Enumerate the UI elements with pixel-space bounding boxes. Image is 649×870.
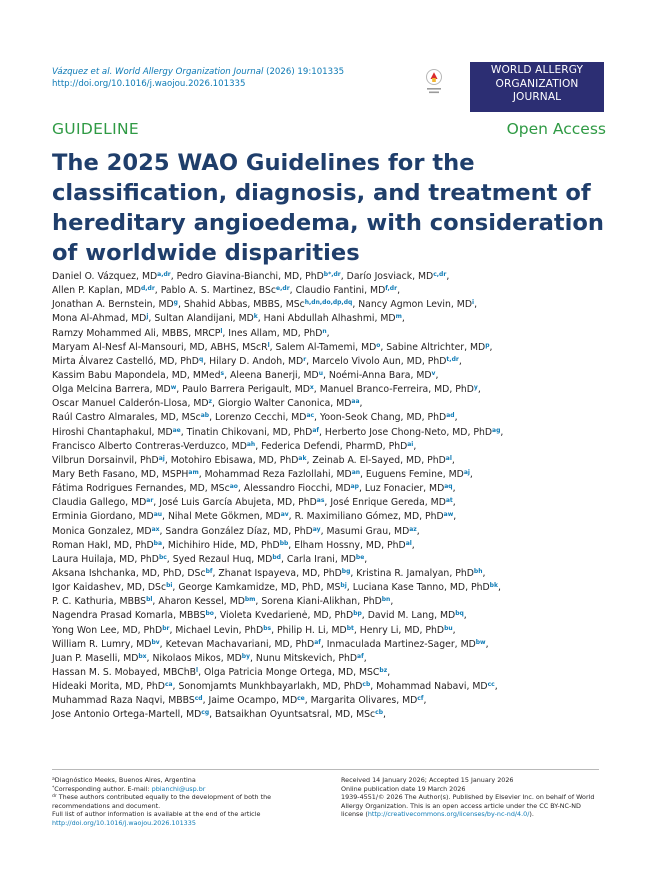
affiliation-marker[interactable]: bp bbox=[353, 610, 362, 618]
author-name: , Jaime Ocampo, MD bbox=[202, 695, 298, 707]
author-name: Jonathan A. Bernstein, MD bbox=[52, 299, 174, 311]
author-name: , Zeinab A. El-Sayed, MD, PhD bbox=[306, 454, 446, 466]
author-name: , Michihiro Hide, MD, PhD bbox=[162, 539, 280, 551]
author-name: , bbox=[401, 313, 405, 325]
author-name: , José Luis García Abujeta, MD, PhD bbox=[153, 497, 317, 509]
author-name: Igor Kaidashev, MD, DSc bbox=[52, 582, 167, 594]
author-name: Oscar Manuel Calderón-Llosa, MD bbox=[52, 398, 209, 410]
affiliation-marker[interactable]: ae bbox=[172, 426, 181, 434]
affiliation-marker[interactable]: f,dr bbox=[385, 285, 398, 293]
author-name: , Olga Patricia Monge Ortega, MD, MSC bbox=[198, 666, 380, 678]
author-name: Hideaki Morita, MD, PhD bbox=[52, 681, 165, 693]
affiliation-marker[interactable]: g bbox=[173, 299, 178, 307]
author-name: , Giorgio Walter Canonica, MD bbox=[212, 398, 352, 410]
affiliation-marker[interactable]: ca bbox=[164, 681, 173, 689]
author-name: , Nihal Mete Gökmen, MD bbox=[162, 511, 281, 523]
citation-doi-link[interactable]: http://doi.org/10.1016/j.waojou.2026.101335 bbox=[52, 79, 246, 89]
received-accepted-dates: Received 14 January 2026; Accepted 15 January 2026 bbox=[341, 776, 514, 784]
author-name: , bbox=[383, 709, 386, 721]
affiliation-marker[interactable]: bq bbox=[455, 610, 464, 618]
affiliation-marker[interactable]: x bbox=[309, 384, 314, 392]
footnote-equal-text: These authors contributed equally to the development of both the recommendations and document. bbox=[52, 793, 272, 810]
author-name: , bbox=[497, 582, 501, 594]
author-name: , Inmaculada Martinez-Sager, MD bbox=[320, 638, 476, 650]
author-name: , José Enrique Gereda, MD bbox=[324, 497, 446, 509]
affiliation-marker[interactable]: v bbox=[431, 369, 436, 377]
author-name: Nagendra Prasad Komarla, MBBS bbox=[52, 610, 206, 622]
author-name: , bbox=[452, 624, 456, 636]
author-name: Mona Al-Ahmad, MD bbox=[52, 313, 147, 325]
affiliation-marker[interactable]: bl bbox=[146, 596, 153, 604]
article-type-label: GUIDELINE bbox=[52, 120, 139, 138]
author-name: , bbox=[477, 384, 481, 396]
affiliation-marker[interactable]: t,dr bbox=[446, 355, 459, 363]
author-line bbox=[52, 383, 612, 397]
author-name: Mary Beth Fasano, MD, MSPH bbox=[52, 468, 189, 480]
author-name: , Ketevan Machavariani, MD, PhD bbox=[159, 638, 315, 650]
affiliation-marker[interactable]: ad bbox=[446, 412, 455, 420]
affiliation-marker[interactable]: l bbox=[220, 327, 223, 335]
author-line bbox=[52, 482, 612, 496]
author-name: Juan P. Maselli, MD bbox=[52, 652, 139, 664]
affiliation-marker[interactable]: l bbox=[196, 666, 199, 674]
citation-journal: Vázquez et al. World Allergy Organization Journal bbox=[52, 67, 264, 77]
author-name: , Federica Defendi, PharmD, PhD bbox=[255, 440, 408, 452]
author-name: , Noémi-Anna Bara, MD bbox=[322, 369, 432, 381]
author-name: , Alessandro Fiocchi, MD bbox=[237, 483, 351, 495]
affiliation-marker[interactable]: b*,dr bbox=[323, 271, 341, 278]
author-name: , Batsaikhan Oyuntsatsral, MD, MSc bbox=[209, 709, 376, 721]
footnote-corresponding-marker: * bbox=[52, 785, 55, 791]
author-line bbox=[52, 468, 612, 482]
affiliation-marker[interactable]: af bbox=[312, 426, 320, 434]
affiliation-marker[interactable]: r bbox=[303, 355, 307, 363]
author-name: , Euguens Femine, MD bbox=[360, 468, 464, 480]
author-line bbox=[52, 298, 612, 312]
author-line bbox=[52, 440, 612, 454]
footnote-affiliation-text: Diagnóstico Meeks, Buenos Aires, Argentina bbox=[54, 776, 196, 784]
author-line bbox=[52, 397, 612, 411]
author-line bbox=[52, 284, 612, 298]
affiliation-marker[interactable]: bd bbox=[272, 553, 281, 561]
author-name: , Margarita Olivares, MD bbox=[304, 695, 418, 707]
journal-logo-box bbox=[470, 62, 604, 112]
author-name: , Michael Levin, PhD bbox=[169, 624, 264, 636]
affiliation-marker[interactable]: cg bbox=[201, 709, 210, 717]
author-line bbox=[52, 595, 612, 609]
affiliation-marker[interactable]: aj bbox=[158, 454, 165, 462]
author-name: , Sonomjamts Munkhbayarlakh, MD, PhD bbox=[172, 681, 363, 693]
author-line bbox=[52, 638, 612, 652]
author-name: , Yoon-Seok Chang, MD, PhD bbox=[314, 412, 447, 424]
footer-divider bbox=[52, 769, 599, 770]
affiliation-marker[interactable]: q bbox=[198, 355, 204, 363]
affiliation-marker[interactable]: ac bbox=[306, 412, 315, 420]
affiliation-marker[interactable]: n bbox=[322, 327, 327, 335]
author-line bbox=[52, 652, 612, 666]
author-name: Vilbrun Dorsainvil, PhD bbox=[52, 454, 159, 466]
author-name: , Henry Li, MD, PhD bbox=[353, 624, 445, 636]
author-name: , Lorenzo Cecchi, MD bbox=[209, 412, 307, 424]
author-name: , George Kamkamidze, MD, PhD, MS bbox=[172, 582, 341, 594]
affiliation-marker[interactable]: bo bbox=[205, 610, 214, 618]
footnote-equal-contribution bbox=[52, 793, 322, 810]
affiliation-marker[interactable]: bu bbox=[444, 624, 453, 632]
author-name: , Hilary D. Andoh, MD bbox=[203, 355, 304, 367]
footnote-corresponding-label: Corresponding author. E-mail: bbox=[54, 784, 152, 793]
author-name: Muhammad Raza Naqvi, MBBS bbox=[52, 695, 195, 707]
affiliation-marker[interactable]: be bbox=[355, 553, 365, 561]
author-name: , R. Maximiliano Gómez, MD, PhD bbox=[288, 511, 444, 523]
author-name: Claudia Gallego, MD bbox=[52, 497, 147, 509]
affiliation-marker[interactable]: ay bbox=[312, 525, 321, 533]
author-name: , Nikolaos Mikos, MD bbox=[146, 652, 242, 664]
copyright-text: 1939-4551/© 2026 The Author(s). Published by Elsevier Inc. on behalf of World Allergy Organization. This is an open access article under the CC BY-NC-ND license ( bbox=[341, 793, 595, 818]
author-name: , Shahid Abbas, MBBS, MSc bbox=[177, 299, 305, 311]
affiliation-marker[interactable]: ar bbox=[146, 497, 154, 505]
affiliation-marker[interactable]: p bbox=[485, 341, 490, 349]
author-name: , Kristina R. Jamalyan, PhD bbox=[350, 567, 474, 579]
author-name: , bbox=[454, 412, 458, 424]
author-name: , bbox=[326, 327, 330, 339]
affiliation-marker[interactable]: cf bbox=[417, 695, 424, 703]
author-name: , bbox=[423, 695, 427, 707]
author-name: , bbox=[390, 596, 394, 608]
affiliation-marker[interactable]: bt bbox=[346, 624, 354, 632]
author-line bbox=[52, 270, 612, 284]
author-name: , Sorena Kiani-Alikhan, PhD bbox=[255, 596, 382, 608]
author-name: , Tinatin Chikovani, MD, PhD bbox=[180, 426, 313, 438]
affiliation-marker[interactable]: bm bbox=[244, 596, 256, 604]
author-name: Fátima Rodrigues Fernandes, MD, MSc bbox=[52, 483, 230, 495]
article-title: The 2025 WAO Guidelines for the classification, diagnosis, and treatment of hereditary angioedema, with consideration of worldwide disparities bbox=[52, 150, 605, 266]
affiliation-marker[interactable]: y bbox=[473, 384, 478, 392]
author-line bbox=[52, 426, 612, 440]
affiliation-marker[interactable]: by bbox=[241, 652, 250, 660]
author-name: , Elham Hossny, MD, PhD bbox=[288, 539, 406, 551]
footnote-full-list: Full list of author information is available at the end of the article bbox=[52, 810, 261, 818]
author-name: , Herberto Jose Chong-Neto, MD, PhD bbox=[319, 426, 493, 438]
author-name: , Philip H. Li, MD bbox=[271, 624, 347, 636]
author-name: , Luciana Kase Tanno, MD, PhD bbox=[346, 582, 490, 594]
author-name: , bbox=[452, 483, 456, 495]
footnotes bbox=[52, 776, 322, 827]
check-updates-icon bbox=[425, 68, 443, 98]
author-name: Ramzy Mohammed Ali, MBBS, MRCP bbox=[52, 327, 221, 339]
affiliation-marker[interactable]: bk bbox=[489, 582, 498, 590]
affiliation-marker[interactable]: al bbox=[405, 539, 412, 547]
author-name: , Mohammad Nabavi, MD bbox=[370, 681, 488, 693]
affiliation-marker[interactable]: d,dr bbox=[140, 285, 155, 293]
affiliation-marker[interactable]: bv bbox=[151, 638, 160, 646]
copyright-license bbox=[341, 793, 603, 819]
author-name: , Nancy Agmon Levin, MD bbox=[352, 299, 472, 311]
check-for-updates-badge[interactable] bbox=[425, 68, 443, 98]
author-line bbox=[52, 567, 612, 581]
author-line bbox=[52, 327, 612, 341]
citation-year-volume: (2026) 19:101335 bbox=[266, 67, 345, 77]
affiliation-marker[interactable]: bj bbox=[340, 582, 347, 590]
author-line bbox=[52, 525, 612, 539]
affiliation-marker[interactable]: al bbox=[445, 454, 452, 462]
affiliation-marker[interactable]: af bbox=[314, 638, 321, 646]
affiliation-marker[interactable]: as bbox=[316, 497, 325, 505]
author-name: , bbox=[474, 299, 478, 311]
affiliation-marker[interactable]: ab bbox=[200, 412, 210, 420]
author-name: Daniel O. Vázquez, MD bbox=[52, 271, 158, 282]
author-name: , bbox=[485, 638, 489, 650]
author-name: , Manuel Branco-Ferreira, MD, PhD bbox=[313, 384, 474, 396]
author-name: , Hani Abdullah Alhashmi, MD bbox=[257, 313, 396, 325]
license-link[interactable]: http://creativecommons.org/licenses/by-nc-nd/4.0/ bbox=[367, 810, 530, 818]
author-name: , Zhanat Ispayeva, MD, PhD bbox=[212, 567, 342, 579]
affiliation-marker[interactable]: c,dr bbox=[433, 271, 447, 278]
author-line bbox=[52, 454, 612, 468]
affiliation-marker[interactable]: bi bbox=[166, 582, 173, 590]
affiliation-marker[interactable]: ag bbox=[492, 426, 501, 434]
author-name: , Ines Allam, MD, PhD bbox=[222, 327, 323, 339]
author-line bbox=[52, 680, 612, 694]
affiliation-marker[interactable]: w bbox=[170, 384, 177, 392]
affiliation-marker[interactable]: z bbox=[208, 398, 213, 406]
author-name: Roman Hakl, MD, PhD bbox=[52, 539, 154, 551]
copyright-close: ). bbox=[529, 810, 534, 818]
author-name: , Marcelo Vivolo Aun, MD, PhD bbox=[306, 355, 447, 367]
author-name: , bbox=[489, 341, 493, 353]
author-name: , Carla Irani, MD bbox=[280, 553, 356, 565]
affiliation-marker[interactable]: bn bbox=[381, 596, 391, 604]
author-name: , bbox=[494, 681, 498, 693]
author-name: , Claudio Fantini, MD bbox=[289, 285, 386, 297]
affiliation-marker[interactable]: k bbox=[253, 313, 258, 321]
author-name: Maryam Al-Nesf Al-Mansouri, MD, ABHS, MScR bbox=[52, 341, 268, 353]
author-name: , Masumi Grau, MD bbox=[320, 525, 410, 537]
affiliation-marker[interactable]: bc bbox=[158, 553, 167, 561]
footnote-affiliation-marker: a bbox=[52, 777, 55, 782]
journal-logo-line-2: ORGANIZATION bbox=[495, 77, 579, 90]
author-name: Allen P. Kaplan, MD bbox=[52, 285, 141, 297]
author-name: , bbox=[359, 398, 363, 410]
citation-line bbox=[52, 66, 344, 78]
author-name: , bbox=[452, 497, 456, 509]
affiliation-marker[interactable]: az bbox=[409, 525, 417, 533]
author-name: , bbox=[397, 285, 401, 297]
affiliation-marker[interactable]: s bbox=[220, 369, 225, 377]
author-name: , bbox=[446, 271, 450, 282]
author-name: , bbox=[416, 525, 420, 537]
author-name: Hiroshi Chantaphakul, MD bbox=[52, 426, 173, 438]
affiliation-marker[interactable]: ap bbox=[350, 483, 359, 491]
footnote-corresponding bbox=[52, 785, 322, 794]
affiliation-marker[interactable]: bf bbox=[205, 567, 213, 575]
affiliation-marker[interactable]: aw bbox=[443, 511, 454, 519]
author-name: , bbox=[458, 355, 462, 367]
affiliation-marker[interactable]: ce bbox=[297, 695, 305, 703]
author-line bbox=[52, 496, 612, 510]
author-name: , bbox=[413, 440, 417, 452]
journal-logo-line-3: JOURNAL bbox=[512, 91, 562, 103]
author-name: Monica Gonzalez, MD bbox=[52, 525, 152, 537]
affiliation-marker[interactable]: j bbox=[146, 313, 149, 321]
author-name: , Pedro Giavina-Bianchi, MD, PhD bbox=[170, 271, 324, 282]
author-name: Kassim Babu Mapondela, MD, MMed bbox=[52, 369, 221, 381]
author-name: , Darío Josviack, MD bbox=[340, 271, 434, 282]
author-name: , bbox=[482, 567, 486, 579]
author-name: , Salem Al-Tamemi, MD bbox=[269, 341, 377, 353]
author-line bbox=[52, 581, 612, 595]
author-name: Raúl Castro Almarales, MD, MSc bbox=[52, 412, 201, 424]
footnote-affiliation bbox=[52, 776, 322, 785]
author-line bbox=[52, 694, 612, 708]
author-name: Laura Huilaja, MD, PhD bbox=[52, 553, 159, 565]
author-name: , Aleena Banerji, MD bbox=[224, 369, 319, 381]
author-name: , bbox=[387, 666, 391, 678]
author-name: , Motohiro Ebisawa, MD, PhD bbox=[164, 454, 299, 466]
author-name: Francisco Alberto Contreras-Verduzco, MD bbox=[52, 440, 247, 452]
author-list bbox=[52, 270, 612, 723]
author-name: , Violeta Kvedarienė, MD, PhD bbox=[213, 610, 354, 622]
author-name: Jose Antonio Ortega-Martell, MD bbox=[52, 709, 202, 721]
author-line bbox=[52, 341, 612, 355]
author-name: , Mohammad Reza Fazlollahi, MD bbox=[198, 468, 352, 480]
author-name: , bbox=[435, 369, 439, 381]
affiliation-marker[interactable]: ah bbox=[246, 440, 256, 448]
author-name: , Luz Fonacier, MD bbox=[358, 483, 445, 495]
author-name: , bbox=[411, 539, 415, 551]
affiliation-marker[interactable]: bz bbox=[379, 666, 388, 674]
affiliation-marker[interactable]: m bbox=[395, 313, 402, 321]
author-name: , Nunu Mitskevich, PhD bbox=[250, 652, 358, 664]
author-name: P. C. Kathuria, MBBS bbox=[52, 596, 147, 608]
footnote-doi-link[interactable]: http://doi.org/10.1016/j.waojou.2026.101335 bbox=[52, 818, 196, 827]
journal-logo-line-1: WORLD ALLERGY bbox=[490, 64, 584, 76]
author-name: , David M. Lang, MD bbox=[361, 610, 456, 622]
affiliation-marker[interactable]: bg bbox=[341, 567, 351, 575]
author-line bbox=[52, 539, 612, 553]
affiliation-marker[interactable]: bb bbox=[279, 539, 289, 547]
author-name: , Sandra González Díaz, MD, PhD bbox=[159, 525, 313, 537]
author-line bbox=[52, 411, 612, 425]
author-name: , Syed Rezaul Huq, MD bbox=[166, 553, 273, 565]
author-name: Olga Melcina Barrera, MD bbox=[52, 384, 171, 396]
author-name: Mirta Álvarez Castelló, MD, PhD bbox=[52, 355, 199, 367]
author-line bbox=[52, 553, 612, 567]
corresponding-email-link[interactable]: pbianchi@usp.br bbox=[151, 784, 206, 793]
affiliation-marker[interactable]: bw bbox=[475, 638, 486, 646]
affiliation-marker[interactable]: am bbox=[188, 468, 199, 476]
affiliation-marker[interactable]: bh bbox=[473, 567, 483, 575]
affiliation-marker[interactable]: at bbox=[445, 497, 453, 505]
affiliation-marker[interactable]: l bbox=[267, 341, 270, 349]
affiliation-marker[interactable]: aj bbox=[463, 468, 470, 476]
affiliation-marker[interactable]: aq bbox=[444, 483, 453, 491]
author-name: , bbox=[500, 426, 504, 438]
affiliation-marker[interactable]: o bbox=[376, 341, 381, 349]
author-line bbox=[52, 708, 612, 722]
author-name: , bbox=[453, 511, 457, 523]
affiliation-marker[interactable]: i bbox=[472, 299, 475, 307]
author-line bbox=[52, 355, 612, 369]
author-name: , Aharon Kessel, MD bbox=[152, 596, 245, 608]
affiliation-marker[interactable]: cd bbox=[194, 695, 203, 703]
affiliation-marker[interactable]: cc bbox=[487, 681, 495, 689]
affiliation-marker[interactable]: af bbox=[357, 652, 364, 660]
author-name: , bbox=[363, 652, 367, 664]
author-name: Hassan M. S. Mobayed, MBChB bbox=[52, 666, 197, 678]
affiliation-marker[interactable]: bs bbox=[263, 624, 272, 632]
affiliation-marker[interactable]: ak bbox=[298, 454, 307, 462]
author-name: Erminia Giordano, MD bbox=[52, 511, 154, 523]
affiliation-marker[interactable]: a,dr bbox=[157, 271, 171, 278]
author-name: , Sabine Altrichter, MD bbox=[380, 341, 486, 353]
author-name: Yong Won Lee, MD, PhD bbox=[52, 624, 163, 636]
affiliation-marker[interactable]: h,dn,do,dp,dq bbox=[304, 299, 353, 307]
author-name: , bbox=[364, 553, 368, 565]
open-access-label: Open Access bbox=[506, 120, 606, 138]
affiliation-marker[interactable]: u bbox=[318, 369, 323, 377]
author-line bbox=[52, 369, 612, 383]
author-line bbox=[52, 510, 612, 524]
author-name: , Paulo Barrera Perigault, MD bbox=[176, 384, 310, 396]
author-line bbox=[52, 312, 612, 326]
author-name: Aksana Ishchanka, MD, PhD, DSc bbox=[52, 567, 206, 579]
author-line bbox=[52, 624, 612, 638]
affiliation-marker[interactable]: cb bbox=[362, 681, 371, 689]
author-name: , bbox=[469, 468, 473, 480]
citation-header bbox=[52, 66, 344, 90]
affiliation-marker[interactable]: aa bbox=[351, 398, 360, 406]
author-line bbox=[52, 666, 612, 680]
author-name: , Pablo A. S. Martinez, BSc bbox=[154, 285, 277, 297]
affiliation-marker[interactable]: bx bbox=[138, 652, 147, 660]
affiliation-marker[interactable]: cb bbox=[375, 709, 383, 717]
author-name: William R. Lumry, MD bbox=[52, 638, 152, 650]
author-line bbox=[52, 609, 612, 623]
online-publication-date: Online publication date 19 March 2026 bbox=[341, 784, 466, 793]
affiliation-marker[interactable]: an bbox=[351, 468, 361, 476]
footnote-equal-marker: dr bbox=[52, 794, 57, 799]
affiliation-marker[interactable]: au bbox=[153, 511, 163, 519]
author-name: , bbox=[463, 610, 467, 622]
affiliation-marker[interactable]: ai bbox=[407, 440, 414, 448]
affiliation-marker[interactable]: av bbox=[280, 511, 289, 519]
affiliation-marker[interactable]: ax bbox=[151, 525, 160, 533]
author-name: , Sultan Alandijani, MD bbox=[148, 313, 254, 325]
article-history bbox=[341, 776, 603, 819]
affiliation-marker[interactable]: br bbox=[162, 624, 170, 632]
author-name: , bbox=[451, 454, 455, 466]
affiliation-marker[interactable]: ao bbox=[229, 483, 238, 491]
affiliation-marker[interactable]: ba bbox=[153, 539, 162, 547]
affiliation-marker[interactable]: e,dr bbox=[276, 285, 290, 293]
